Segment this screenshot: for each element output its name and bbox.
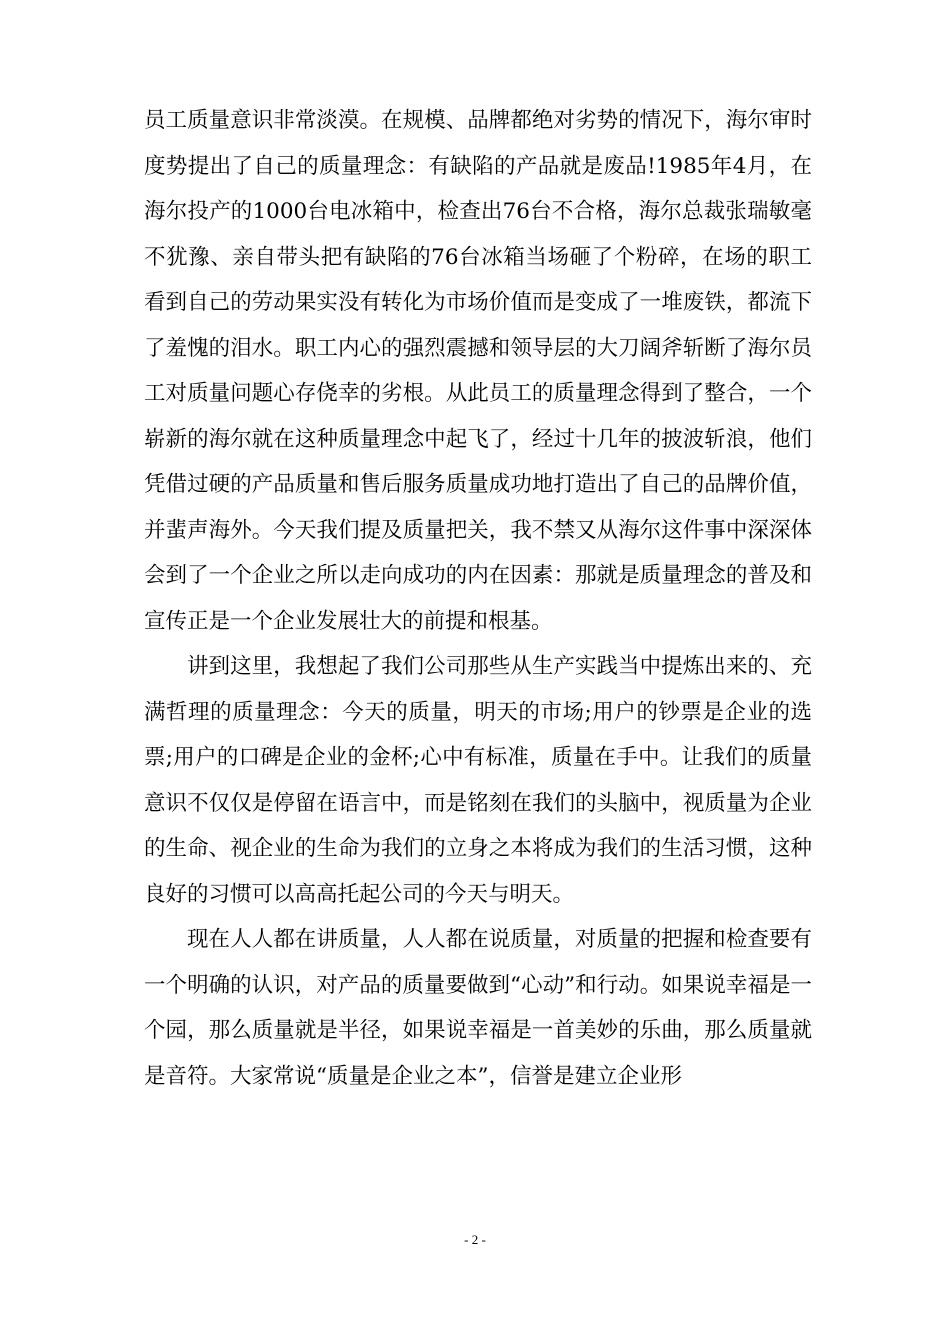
document-body — [144, 98, 812, 1099]
paragraph-2: 讲到这里，我想起了我们公司那些从生产实践当中提炼出来的、充满哲理的质量理念：今天的质量，明天的市场;用户的钞票是企业的选票;用户的口碑是企业的金杯;心中有标准，质量在手中。让我们的质量意识不仅仅是停留在语言中，而是铭刻在我们的头脑中，视质量为企业的生命、视企业的生命为我们的立身之本将成为我们的生活习惯，这种良好的习惯可以高高托起公司的今天与明天。 — [144, 654, 812, 907]
paragraph-3: 现在人人都在讲质量，人人都在说质量，对质量的把握和检查要有一个明确的认识，对产品的质量要做到“心动”和行动。如果说幸福是一个园，那么质量就是半径，如果说幸福是一首美妙的乐曲，那么质量就是音符。大家常说“质量是企业之本”，信誉是建立企业形 — [144, 927, 812, 1089]
paragraph-1: 员工质量意识非常淡漠。在规模、品牌都绝对劣势的情况下，海尔审时度势提出了自己的质量理念：有缺陷的产品就是废品!1985年4月，在海尔投产的1000台电冰箱中，检查出76台不合格，海尔总裁张瑞敏毫不犹豫、亲自带头把有缺陷的76台冰箱当场砸了个粉碎，在场的职工看到自己的劳动果实没有转化为市场价值而是变成了一堆废铁，都流下了羞愧的泪水。职工内心的强烈震撼和领导层的大刀阔斧斩断了海尔员工对质量问题心存侥幸的劣根。从此员工的质量理念得到了整合，一个崭新的海尔就在这种质量理念中起飞了，经过十几年的披波斩浪，他们凭借过硬的产品质量和售后服务质量成功地打造出了自己的品牌价值，并蜚声海外。今天我们提及质量把关，我不禁又从海尔这件事中深深体会到了一个企业之所以走向成功的内在因素：那就是质量理念的普及和宣传正是一个企业发展壮大的前提和根基。 — [144, 108, 812, 634]
page-number: - 2 - — [464, 1232, 486, 1247]
